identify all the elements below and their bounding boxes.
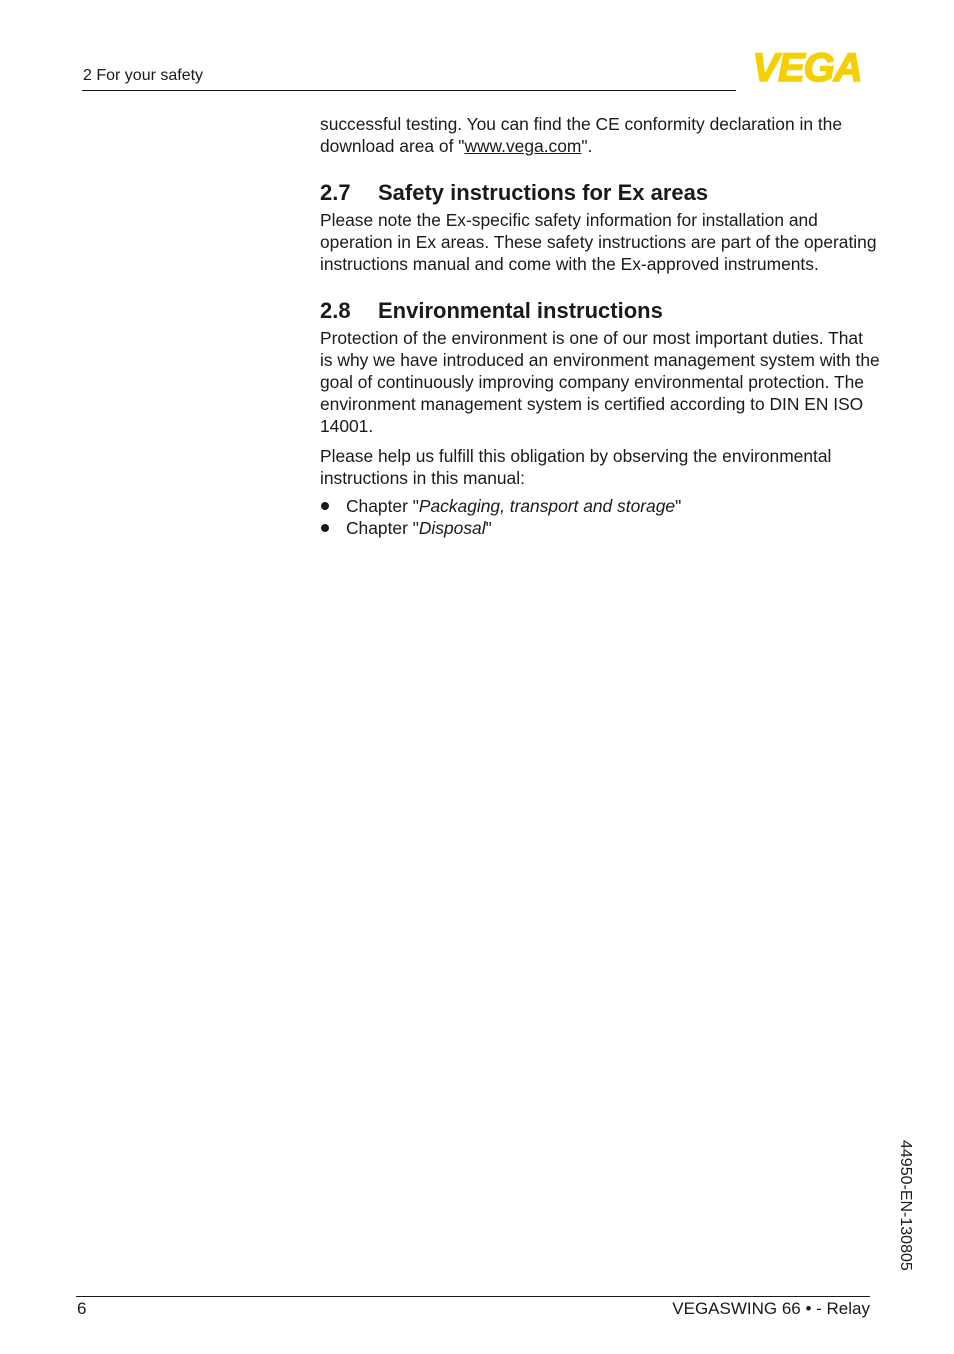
footer-product-name: VEGASWING 66 • - Relay xyxy=(672,1299,870,1318)
section-number: 2.8 xyxy=(320,298,351,323)
environment-paragraph-1: Protection of the environment is one of our most important duties. That is why we have introduced an environment management system with the goal of continuously improving company environmental protection. The environment management system is certified according to DIN EN ISO 14001. xyxy=(320,328,880,436)
ex-areas-paragraph: Please note the Ex-specific safety information for installation and operation in Ex areas. These safety instructions are part of the operating instructions manual and come with the Ex-approved instruments. xyxy=(320,210,877,274)
bullet-icon xyxy=(321,524,329,532)
document-code: 44950-EN-130805 xyxy=(897,1140,914,1271)
environment-paragraph-2: Please help us fulfill this obligation by observing the environmental instructions in this manual: xyxy=(320,446,832,488)
section-title: Safety instructions for Ex areas xyxy=(378,180,709,205)
section-heading-2-7 xyxy=(320,179,880,207)
intro-paragraph: successful testing. You can find the CE conformity declaration in the download area of "www.vega.com". xyxy=(320,114,843,156)
main-content xyxy=(320,113,880,539)
section-title: Environmental instructions xyxy=(378,298,663,323)
list-item: Chapter "Packaging, transport and storage" xyxy=(320,495,880,517)
chapter-bullet-list xyxy=(320,495,880,539)
footer-rule xyxy=(76,1296,870,1297)
vega-website-link[interactable]: www.vega.com xyxy=(464,136,582,156)
section-number: 2.7 xyxy=(320,180,351,205)
vega-logo xyxy=(741,50,873,84)
vega-logo-text: VEGA xyxy=(752,50,862,84)
list-item: Chapter "Disposal" xyxy=(320,517,880,539)
header-rule xyxy=(82,90,736,91)
bullet-icon xyxy=(321,502,329,510)
page-number: 6 xyxy=(77,1299,87,1318)
header-section-title: 2 For your safety xyxy=(83,67,204,84)
section-heading-2-8 xyxy=(320,297,880,325)
